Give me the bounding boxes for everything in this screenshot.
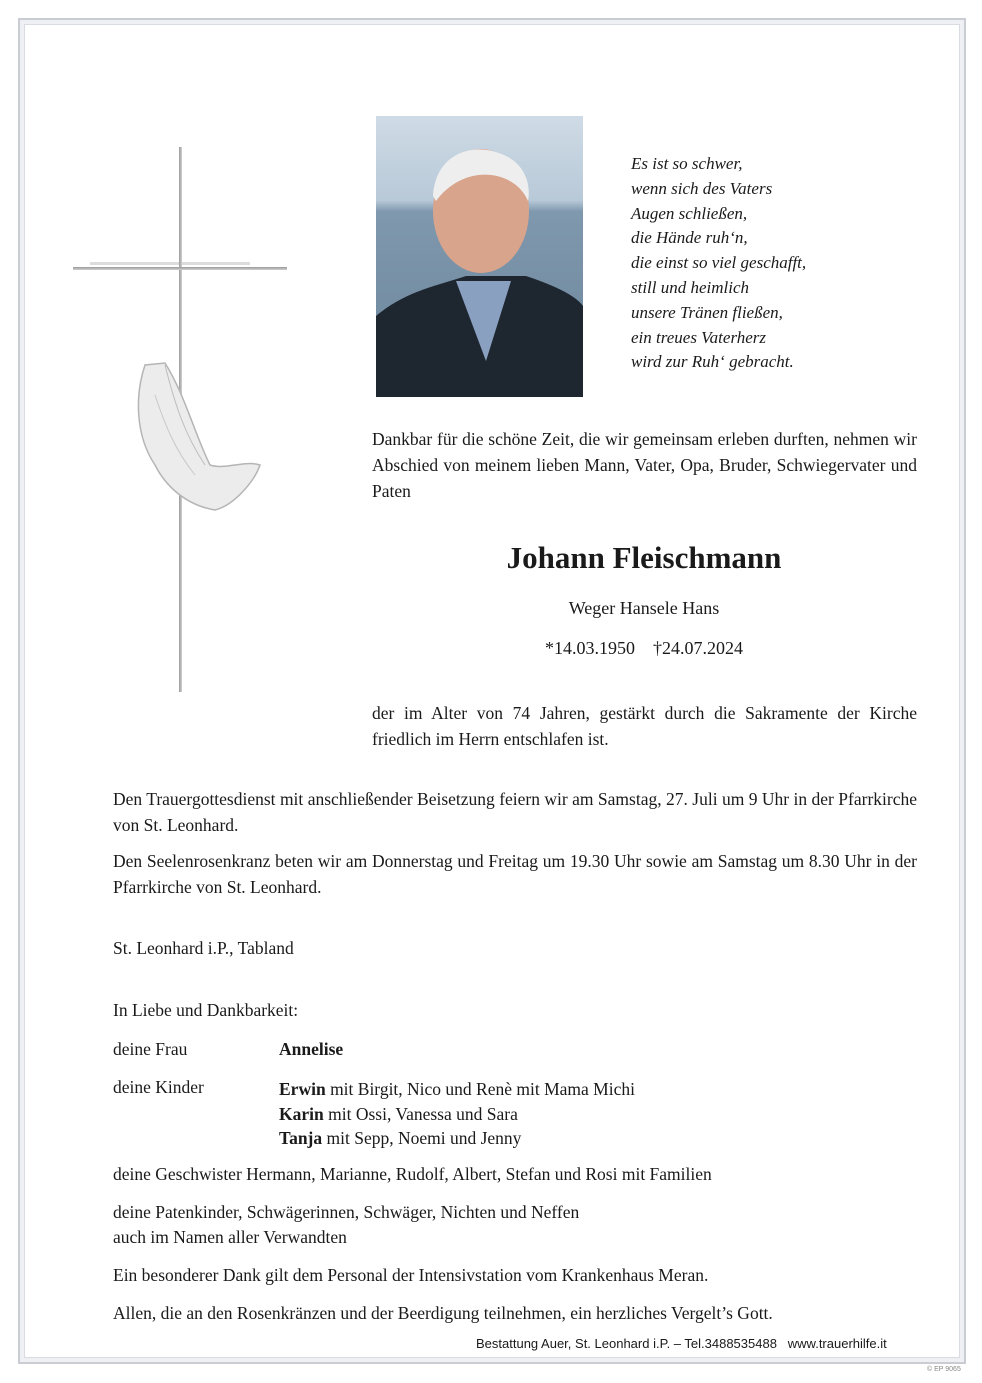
kid-entry <box>279 1102 635 1127</box>
birth-date: *14.03.1950 <box>545 638 635 658</box>
relatives-line2: auch im Namen aller Verwandten <box>113 1227 347 1247</box>
kid-family: mit Ossi, Vanessa und Sara <box>323 1103 518 1124</box>
kid-name: Tanja <box>279 1128 323 1148</box>
poem-line: Augen schließen, <box>631 203 748 223</box>
kid-entry <box>279 1126 635 1151</box>
deceased-name: Johann Fleischmann <box>506 540 782 575</box>
love-line: In Liebe und Dankbarkeit: <box>113 1000 299 1020</box>
nickname: Weger Hansele Hans <box>568 598 720 618</box>
poem-line: die Hände ruh‘n, <box>631 228 748 248</box>
praying-hands-icon <box>125 355 265 525</box>
death-date: †24.07.2024 <box>653 638 743 658</box>
dates <box>372 638 916 659</box>
poem-line: Es ist so schwer, <box>631 154 743 173</box>
poem-line: unsere Tränen fließen, <box>631 302 783 322</box>
poem-line: wird zur Ruh‘ gebracht. <box>631 352 794 372</box>
portrait-photo <box>376 116 583 397</box>
wife-label: deine Frau <box>113 1039 188 1059</box>
thanks-all: Allen, die an den Rosenkränzen und der Beerdigung teilnehmen, ein herzliches Vergelt’s Gott. <box>113 1303 773 1323</box>
poem-line: ein treues Vaterherz <box>631 327 767 347</box>
kid-name: Erwin <box>279 1079 326 1099</box>
poem-line: wenn sich des Vaters <box>631 178 773 198</box>
poem-line: die einst so viel geschafft, <box>631 253 807 273</box>
age-text: der im Alter von 74 Jahren, gestärkt durch die Sakramente der Kirche friedlich im Herrn entschlafen ist. <box>372 703 917 749</box>
wife-name: Annelise <box>279 1039 344 1059</box>
relatives-line1: deine Patenkinder, Schwägerinnen, Schwäger, Nichten und Neffen <box>113 1202 580 1222</box>
thanks-staff: Ein besonderer Dank gilt dem Personal der Intensivstation vom Krankenhaus Meran. <box>113 1265 709 1285</box>
portrait-figure <box>376 116 583 397</box>
poem-line: still und heimlich <box>631 277 750 297</box>
copyright: © EP 9065 <box>927 1366 961 1373</box>
funeral-text: Den Trauergottesdienst mit anschließender Beisetzung feiern wir am Samstag, 27. Juli um 9 Uhr in der Pfarrkirche von St. Leonhard. <box>113 789 917 835</box>
rosary-text: Den Seelenrosenkranz beten wir am Donnerstag und Freitag um 19.30 Uhr sowie am Samstag um 8.30 Uhr in der Pfarrkirche von St. Leonhard. <box>113 851 917 897</box>
funeral-home-footer: Bestattung Auer, St. Leonhard i.P. – Tel.3488535488 www.trauerhilfe.it <box>476 1336 887 1351</box>
kids-label: deine Kinder <box>113 1077 204 1097</box>
siblings: deine Geschwister Hermann, Marianne, Rudolf, Albert, Stefan und Rosi mit Familien <box>113 1164 712 1184</box>
kid-entry <box>279 1077 635 1102</box>
kid-family: mit Birgit, Nico und Renè mit Mama Michi <box>325 1079 635 1099</box>
kid-name: Karin <box>279 1103 324 1124</box>
kid-family: mit Sepp, Noemi und Jenny <box>322 1128 522 1148</box>
place: St. Leonhard i.P., Tabland <box>113 938 294 958</box>
cross-beam <box>73 267 287 270</box>
intro-text: Dankbar für die schöne Zeit, die wir gemeinsam erleben durften, nehmen wir Abschied von meinem lieben Mann, Vater, Opa, Bruder, Schwiegervater und Paten <box>372 429 917 501</box>
cross-shadow <box>90 262 250 265</box>
poem <box>631 152 806 375</box>
kids-list <box>279 1077 635 1151</box>
